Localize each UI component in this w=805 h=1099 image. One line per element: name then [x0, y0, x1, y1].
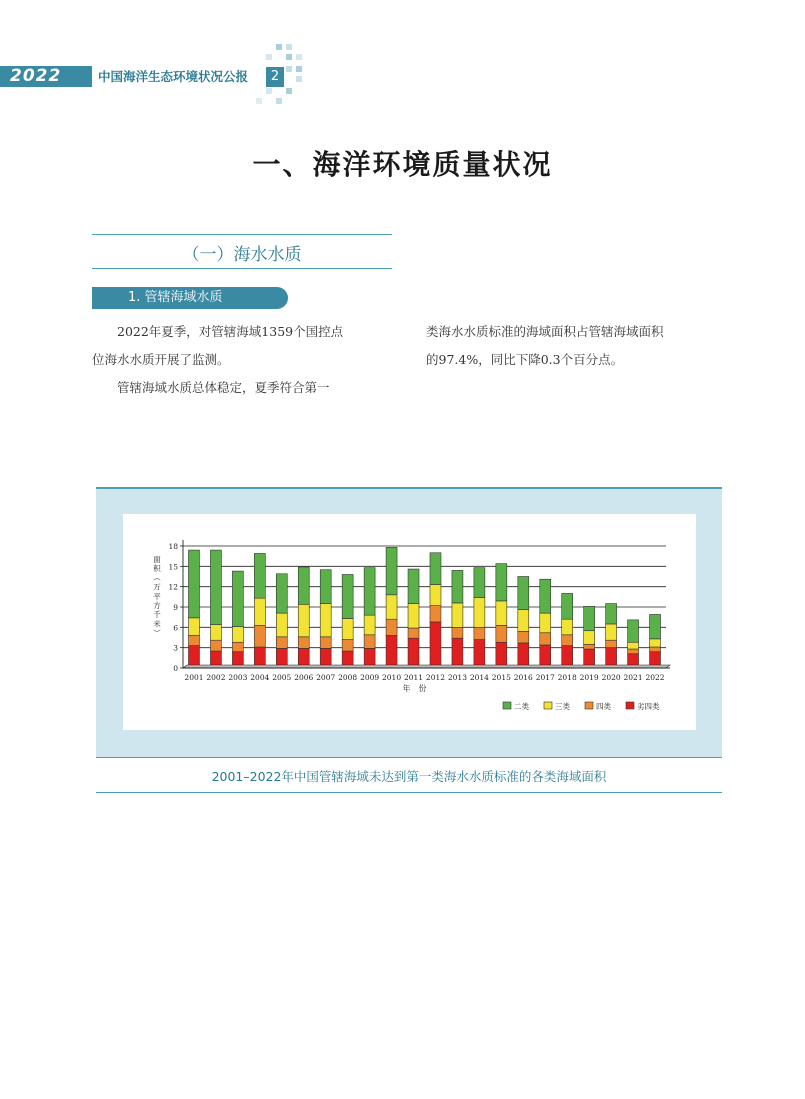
y-tick-label: 3	[173, 643, 178, 653]
bar-segment	[628, 642, 639, 649]
paragraph-1-line-1: 2022年夏季，对管辖海域1359个国控点	[117, 324, 344, 339]
legend-label: 二类	[514, 702, 529, 711]
bar-segment	[320, 637, 331, 649]
section-rule-top	[92, 234, 392, 235]
y-axis-label-char: ）	[152, 628, 161, 637]
bar-segment	[188, 646, 199, 668]
bar-segment	[562, 646, 573, 668]
legend-label: 四类	[596, 702, 611, 711]
bar-segment	[584, 644, 595, 649]
legend-swatch	[626, 702, 634, 709]
legend-swatch	[503, 702, 511, 709]
section-rule-bottom	[92, 268, 392, 269]
bar-segment	[606, 624, 617, 640]
header-title: 中国海洋生态环境状况公报	[98, 69, 249, 84]
y-tick-label: 6	[173, 623, 178, 633]
stacked-bar-chart	[123, 514, 696, 730]
y-axis-label-char: 平	[153, 591, 161, 601]
figure-rule	[96, 757, 722, 758]
bar-segment	[276, 574, 287, 613]
y-tick-label: 9	[173, 603, 178, 612]
x-tick-label: 2015	[491, 673, 511, 682]
paragraph-2-line-1: 管辖海域水质总体稳定，夏季符合第一	[117, 380, 330, 395]
bar-segment	[518, 643, 529, 668]
x-tick-label: 2014	[469, 673, 489, 682]
x-tick-label: 2016	[513, 673, 533, 682]
bar-segment	[408, 604, 419, 628]
chart-card	[123, 514, 696, 730]
bar-segment	[518, 577, 529, 610]
bar-segment	[650, 614, 661, 638]
bar-segment	[628, 620, 639, 642]
bar-segment	[188, 550, 199, 618]
bar-segment	[452, 603, 463, 627]
bar-segment	[386, 547, 397, 594]
bar-segment	[540, 579, 551, 613]
left-column	[92, 318, 392, 402]
x-tick-label: 2010	[382, 673, 402, 682]
bar-segment	[254, 598, 265, 625]
x-tick-label: 2020	[601, 673, 621, 682]
bar-segment	[562, 619, 573, 635]
x-tick-label: 2017	[535, 673, 555, 682]
x-tick-label: 2021	[623, 673, 643, 682]
y-axis-label-char: 米	[153, 619, 161, 629]
bar-segment	[496, 642, 507, 668]
x-tick-label: 2004	[250, 673, 270, 682]
bar-segment	[210, 625, 221, 641]
bar-segment	[496, 601, 507, 625]
bar-segment	[364, 568, 375, 615]
bar-segment	[584, 631, 595, 645]
bar-segment	[342, 574, 353, 618]
x-tick-label: 2002	[206, 673, 226, 682]
y-tick-label: 15	[168, 562, 178, 572]
bar-segment	[474, 598, 485, 628]
x-tick-label: 2011	[403, 673, 424, 682]
bar-segment	[496, 625, 507, 642]
y-axis-label-char: 方	[153, 601, 161, 610]
x-axis-label: 年 份	[402, 684, 427, 693]
x-tick-label: 2006	[294, 673, 314, 682]
paragraph-1-line-2: 位海水水质开展了监测。	[92, 352, 230, 367]
bar-segment	[408, 569, 419, 604]
bar-segment	[386, 619, 397, 635]
bar-segment	[364, 615, 375, 635]
bar-segment	[606, 604, 617, 624]
bar-segment	[210, 640, 221, 651]
x-tick-label: 2018	[557, 673, 577, 682]
bar-segment	[254, 553, 265, 598]
x-tick-label: 2008	[338, 673, 358, 682]
bar-segment	[386, 595, 397, 619]
x-tick-label: 2012	[425, 673, 446, 682]
bar-segment	[474, 627, 485, 639]
bar-segment	[232, 642, 243, 651]
x-tick-label: 2022	[645, 673, 665, 682]
bar-segment	[298, 604, 309, 637]
bar-segment	[342, 640, 353, 652]
bar-segment	[188, 618, 199, 636]
bar-segment	[452, 627, 463, 638]
x-tick-label: 2005	[272, 673, 292, 682]
bar-segment	[584, 606, 595, 630]
page-number: 2	[266, 67, 284, 87]
bar-segment	[518, 610, 529, 632]
paragraph-2-line-2: 类海水水质标准的海域面积占管辖海域面积	[426, 324, 664, 339]
bar-segment	[386, 635, 397, 668]
bar-segment	[540, 633, 551, 645]
bar-segment	[430, 606, 441, 622]
bar-segment	[474, 568, 485, 598]
y-axis-label-char: 万	[153, 582, 161, 592]
x-tick-label: 2001	[184, 673, 204, 682]
paragraph-2-line-3: 的97.4%，同比下降0.3个百分点。	[426, 352, 624, 367]
bar-segment	[562, 635, 573, 646]
bar-segment	[276, 637, 287, 649]
bar-segment	[254, 625, 265, 647]
caption-rule	[96, 792, 722, 793]
bar-segment	[298, 637, 309, 649]
bar-segment	[188, 635, 199, 645]
header-year: 2022	[10, 66, 62, 86]
legend-label: 三类	[555, 702, 570, 711]
bar-segment	[540, 645, 551, 668]
bar-segment	[606, 640, 617, 647]
bar-segment	[430, 553, 441, 585]
legend-swatch	[585, 702, 593, 709]
y-tick-label: 0	[173, 664, 178, 673]
bar-segment	[342, 619, 353, 640]
y-axis-label-char: 面	[153, 555, 161, 564]
bar-segment	[232, 627, 243, 643]
bar-segment	[518, 631, 529, 643]
bar-segment	[364, 635, 375, 649]
figure-caption: 2001–2022年中国管辖海域未达到第一类海水水质标准的各类海域面积	[211, 769, 607, 784]
x-tick-label: 2007	[316, 673, 336, 682]
bar-segment	[232, 571, 243, 627]
bar-segment	[474, 640, 485, 668]
x-tick-label: 2013	[447, 673, 467, 682]
bar-segment	[408, 638, 419, 668]
y-tick-label: 12	[168, 582, 178, 592]
y-axis-label-char: （	[152, 573, 161, 582]
section-title: （一）海水水质	[182, 245, 302, 265]
bar-segment	[408, 628, 419, 638]
bar-segment	[452, 638, 463, 668]
bar-segment	[540, 613, 551, 633]
right-column	[426, 318, 726, 374]
y-tick-label: 18	[168, 542, 178, 551]
x-tick-label: 2003	[228, 673, 248, 682]
y-axis-label-char: 千	[153, 610, 161, 620]
bar-segment	[452, 570, 463, 603]
bar-segment	[298, 567, 309, 604]
legend-swatch	[544, 702, 552, 709]
bar-segment	[562, 593, 573, 619]
bar-segment	[430, 585, 441, 606]
x-tick-label: 2019	[579, 673, 599, 682]
bar-segment	[276, 613, 287, 637]
bar-segment	[320, 570, 331, 604]
bar-segment	[210, 550, 221, 625]
bar-segment	[496, 564, 507, 601]
bar-segment	[628, 649, 639, 654]
x-tick-label: 2009	[360, 673, 380, 682]
y-axis-label-char: 积	[153, 564, 161, 574]
bar-segment	[320, 604, 331, 637]
legend-label: 劣四类	[637, 702, 660, 711]
bar-segment	[650, 639, 661, 647]
chapter-title: 一、海洋环境质量状况	[252, 148, 553, 181]
bar-segment	[650, 647, 661, 652]
bar-segment	[430, 622, 441, 668]
subsection-title: 1. 管辖海域水质	[92, 287, 288, 309]
chart-floor	[183, 665, 670, 668]
